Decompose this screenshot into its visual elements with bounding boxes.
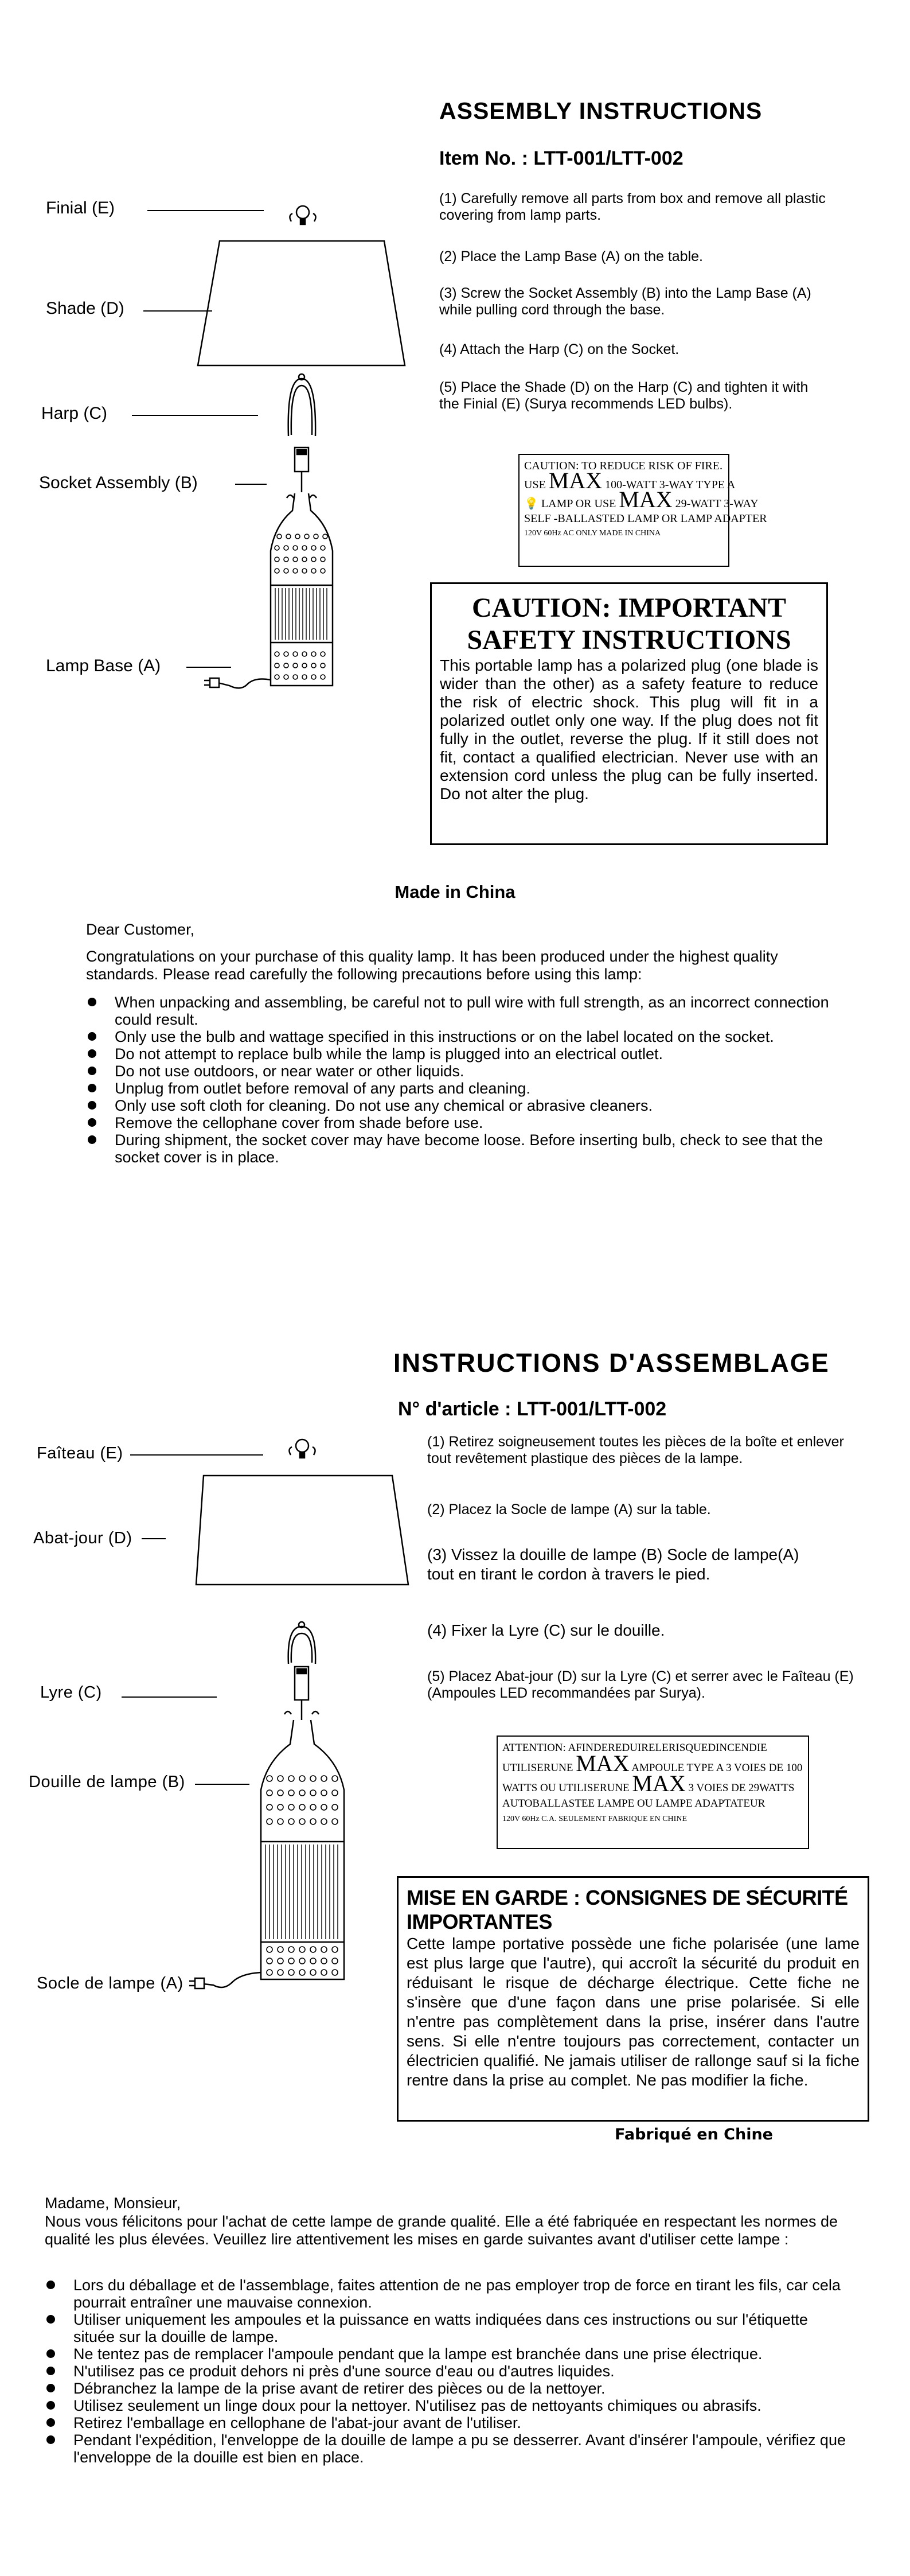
label-shade: Abat-jour (D)	[33, 1529, 132, 1547]
list-item	[45, 2311, 847, 2345]
list-item-text: When unpacking and assembling, be careful not to pull wire with full strength, as an incorrect connection could result.	[115, 994, 829, 1028]
bullet-icon	[46, 2401, 55, 2410]
bullet-icon	[88, 1049, 96, 1058]
safety-title: MISE EN GARDE : CONSIGNES DE SÉCURITÉ IMPORTANTES	[407, 1886, 848, 1933]
list-item	[86, 1045, 831, 1063]
list-item-text: Ne tentez pas de remplacer l'ampoule pendant que la lampe est branchée dans une prise électrique.	[73, 2345, 763, 2363]
bulb-label-text: 3 VOIES DE 29WATTS	[688, 1782, 795, 1794]
item-number-fr: N° d'article : LTT-001/LTT-002	[398, 1398, 667, 1420]
list-item	[86, 994, 831, 1028]
list-item-text: During shipment, the socket cover may have become loose. Before inserting bulb, check to see that the socket cover is in place.	[115, 1131, 823, 1166]
bulb-label-text: 100-WATT 3-WAY TYPE A	[605, 478, 736, 491]
bulb-label-line: SELF -BALLASTED LAMP OR LAMP ADAPTER	[524, 512, 767, 525]
step-1: (1) Retirez soigneusement toutes les pièces de la boîte et enlever tout revêtement plastique des pièces de la lampe.	[427, 1434, 844, 1466]
list-item	[45, 2277, 847, 2311]
bulb-label-text: AMPOULE TYPE A 3 VOIES DE 100	[631, 1762, 803, 1774]
step-3: (3) Vissez la douille de lampe (B) Socle de lampe(A) tout en tirant le cordon à travers le pied.	[427, 1546, 799, 1583]
bulb-label-max: MAX	[548, 468, 603, 493]
bulb-label-line: CAUTION: TO REDUCE RISK OF FIRE.	[524, 460, 722, 472]
label-finial: Faîteau (E)	[37, 1444, 123, 1462]
page-title-fr: INSTRUCTIONS D'ASSEMBLAGE	[393, 1348, 830, 1378]
list-item-text: Only use soft cloth for cleaning. Do not use any chemical or abrasive cleaners.	[115, 1097, 653, 1114]
step-3: (3) Screw the Socket Assembly (B) into the Lamp Base (A) while pulling cord through the base.	[439, 285, 811, 318]
list-item	[86, 1131, 831, 1166]
bullet-icon	[46, 2384, 55, 2392]
bullet-icon	[88, 998, 96, 1006]
list-item	[45, 2414, 847, 2431]
safety-title: CAUTION: IMPORTANT SAFETY INSTRUCTIONS	[467, 593, 791, 655]
bulb-label-max: MAX	[632, 1770, 686, 1796]
bullet-icon	[46, 2281, 55, 2289]
lamp-illustration	[0, 1388, 436, 2048]
safety-instructions-box	[430, 582, 828, 845]
step-4: (4) Fixer la Lyre (C) sur le douille.	[427, 1621, 665, 1639]
list-item	[45, 2363, 847, 2380]
list-item-text: Do not attempt to replace bulb while the lamp is plugged into an electrical outlet.	[115, 1045, 663, 1063]
bulb-label-fine: 120V 60Hz AC ONLY MADE IN CHINA	[524, 529, 661, 538]
list-item-text: N'utilisez pas ce produit dehors ni près d'une source d'eau ou d'autres liquides.	[73, 2363, 615, 2380]
list-item	[45, 2397, 847, 2414]
bullet-icon	[88, 1084, 96, 1092]
list-item-text: Remove the cellophane cover from shade before use.	[115, 1114, 483, 1131]
bulb-label-max: MAX	[619, 487, 673, 512]
label-shade: Shade (D)	[46, 299, 124, 318]
list-item-text: Retirez l'emballage en cellophane de l'abat-jour avant de l'utiliser.	[73, 2414, 521, 2431]
label-base: Lamp Base (A)	[46, 656, 161, 675]
label-socket: Socket Assembly (B)	[39, 473, 198, 492]
precautions-list	[45, 2277, 847, 2466]
list-item	[86, 1028, 831, 1045]
bullet-icon	[88, 1101, 96, 1110]
list-item-text: Only use the bulb and wattage specified in this instructions or on the label located on the socket.	[115, 1028, 774, 1045]
greeting: Madame, Monsieur,	[45, 2194, 181, 2212]
list-item-text: Lors du déballage et de l'assemblage, faites attention de ne pas employer trop de force en tirant les fils, car cela pourrait entraîner une mauvaise connexion.	[73, 2277, 841, 2311]
label-socket: Douille de lampe (B)	[29, 1773, 185, 1791]
step-5: (5) Place the Shade (D) on the Harp (C) and tighten it with the Finial (E) (Surya recommends LED bulbs).	[439, 379, 809, 412]
list-item	[86, 1080, 831, 1097]
page-title: ASSEMBLY INSTRUCTIONS	[439, 98, 763, 124]
label-harp: Lyre (C)	[40, 1683, 102, 1702]
step-1: (1) Carefully remove all parts from box and remove all plastic covering from lamp parts.	[439, 190, 826, 223]
bulb-label-text: 29-WATT 3-WAY	[675, 497, 759, 510]
bullet-icon	[46, 2435, 55, 2444]
list-item-text: Débranchez la lampe de la prise avant de retirer des pièces ou de la nettoyer.	[73, 2380, 606, 2397]
item-number: Item No. : LTT-001/LTT-002	[439, 147, 684, 169]
step-4: (4) Attach the Harp (C) on the Socket.	[439, 341, 679, 357]
list-item-text: Utilisez seulement un linge doux pour la nettoyer. N'utilisez pas de nettoyants chimiques ou abrasifs.	[73, 2397, 761, 2414]
bulb-label-fine: 120V 60Hz C.A. SEULEMENT FABRIQUE EN CHINE	[502, 1815, 687, 1823]
bulb-label-line: AUTOBALLASTEE LAMPE OU LAMPE ADAPTATEUR	[502, 1797, 766, 1810]
bulb-warning-label	[518, 454, 767, 567]
lamp-illustration	[0, 0, 459, 711]
list-item	[86, 1114, 831, 1131]
label-base: Socle de lampe (A)	[37, 1974, 183, 1993]
greeting: Dear Customer,	[86, 921, 195, 938]
bulb-label-text: UTILISERUNE	[502, 1762, 573, 1774]
bullet-icon	[88, 1118, 96, 1127]
label-harp: Harp (C)	[41, 404, 108, 423]
list-item-text: Pendant l'expédition, l'enveloppe de la douille de lampe a pu se desserrer. Avant d'insérer l'ampoule, vérifiez que l'enveloppe de la douille est bien en place.	[73, 2431, 846, 2466]
label-finial: Finial (E)	[46, 199, 115, 217]
safety-body: This portable lamp has a polarized plug (one blade is wider than the other) as a safety feature to reduce the risk of electric shock. This plug will fit in a polarized outlet only one way. If the plug does not fit fully in the outlet, reverse the plug. If it still does not fit, contact a qualified electrician. Never use with an extension cord unless the plug can be fully inserted. Do not alter the plug.	[440, 656, 818, 803]
bulb-label-text: USE	[524, 478, 546, 491]
list-item-text: Unplug from outlet before removal of any parts and cleaning.	[115, 1080, 530, 1097]
bulb-icon: 💡	[524, 497, 538, 510]
bullet-icon	[46, 2367, 55, 2375]
bulb-label-max: MAX	[576, 1750, 630, 1776]
step-2: (2) Placez la Socle de lampe (A) sur la table.	[427, 1501, 711, 1517]
safety-instructions-box	[397, 1876, 869, 2122]
list-item-text: Utiliser uniquement les ampoules et la puissance en watts indiquées dans ces instructions ou sur l'étiquette située sur la douille de lampe.	[73, 2311, 808, 2345]
step-5: (5) Placez Abat-jour (D) sur la Lyre (C) et serrer avec le Faîteau (E) (Ampoules LED recommandées par Surya).	[427, 1668, 854, 1701]
list-item-text: Do not use outdoors, or near water or other liquids.	[115, 1063, 464, 1080]
bullet-icon	[46, 2315, 55, 2324]
made-in-label: Made in China	[395, 882, 515, 902]
precautions-list	[86, 994, 831, 1166]
list-item	[45, 2345, 847, 2363]
bullet-icon	[46, 2349, 55, 2358]
bullet-icon	[88, 1067, 96, 1075]
bulb-label-text: LAMP OR USE	[541, 497, 616, 510]
bullet-icon	[88, 1135, 96, 1144]
list-item	[86, 1063, 831, 1080]
bulb-label-text: WATTS OU UTILISERUNE	[502, 1782, 630, 1794]
step-2: (2) Place the Lamp Base (A) on the table.	[439, 248, 703, 264]
list-item	[86, 1097, 831, 1114]
made-in-label: Fabriqué en Chine	[615, 2126, 773, 2143]
bulb-warning-label	[497, 1736, 809, 1849]
bullet-icon	[46, 2418, 55, 2427]
intro-paragraph: Nous vous félicitons pour l'achat de cette lampe de grande qualité. Elle a été fabriquée en respectant les normes de qualité les plus élevées. Veuillez lire attentivement les mises en garde suivantes avant d'utiliser cette lampe :	[45, 2213, 838, 2248]
list-item	[45, 2380, 847, 2397]
list-item	[45, 2431, 847, 2466]
safety-body: Cette lampe portative possède une fiche polarisée (une lame est plus large que l'autre), qui accroît la sécurité du produit en réduisant le risque de décharge électrique. Cette fiche ne s'insère que d'une façon dans une prise polarisée. Si elle n'entre pas complètement dans la prise, insérer dans l'autre sens. Si elle n'entre toujours pas correctement, contacter un électricien qualifié. Ne jamais utiliser de rallonge sauf si la fiche rentre dans la prise au complet. Ne pas modifier la fiche.	[407, 1935, 860, 2089]
bullet-icon	[88, 1032, 96, 1041]
intro-paragraph: Congratulations on your purchase of this quality lamp. It has been produced under the highest quality standards. Please read carefully the following precautions before using this lamp:	[86, 948, 778, 983]
bulb-label-line: ATTENTION: AFINDEREDUIRELERISQUEDINCENDIE	[502, 1742, 767, 1754]
